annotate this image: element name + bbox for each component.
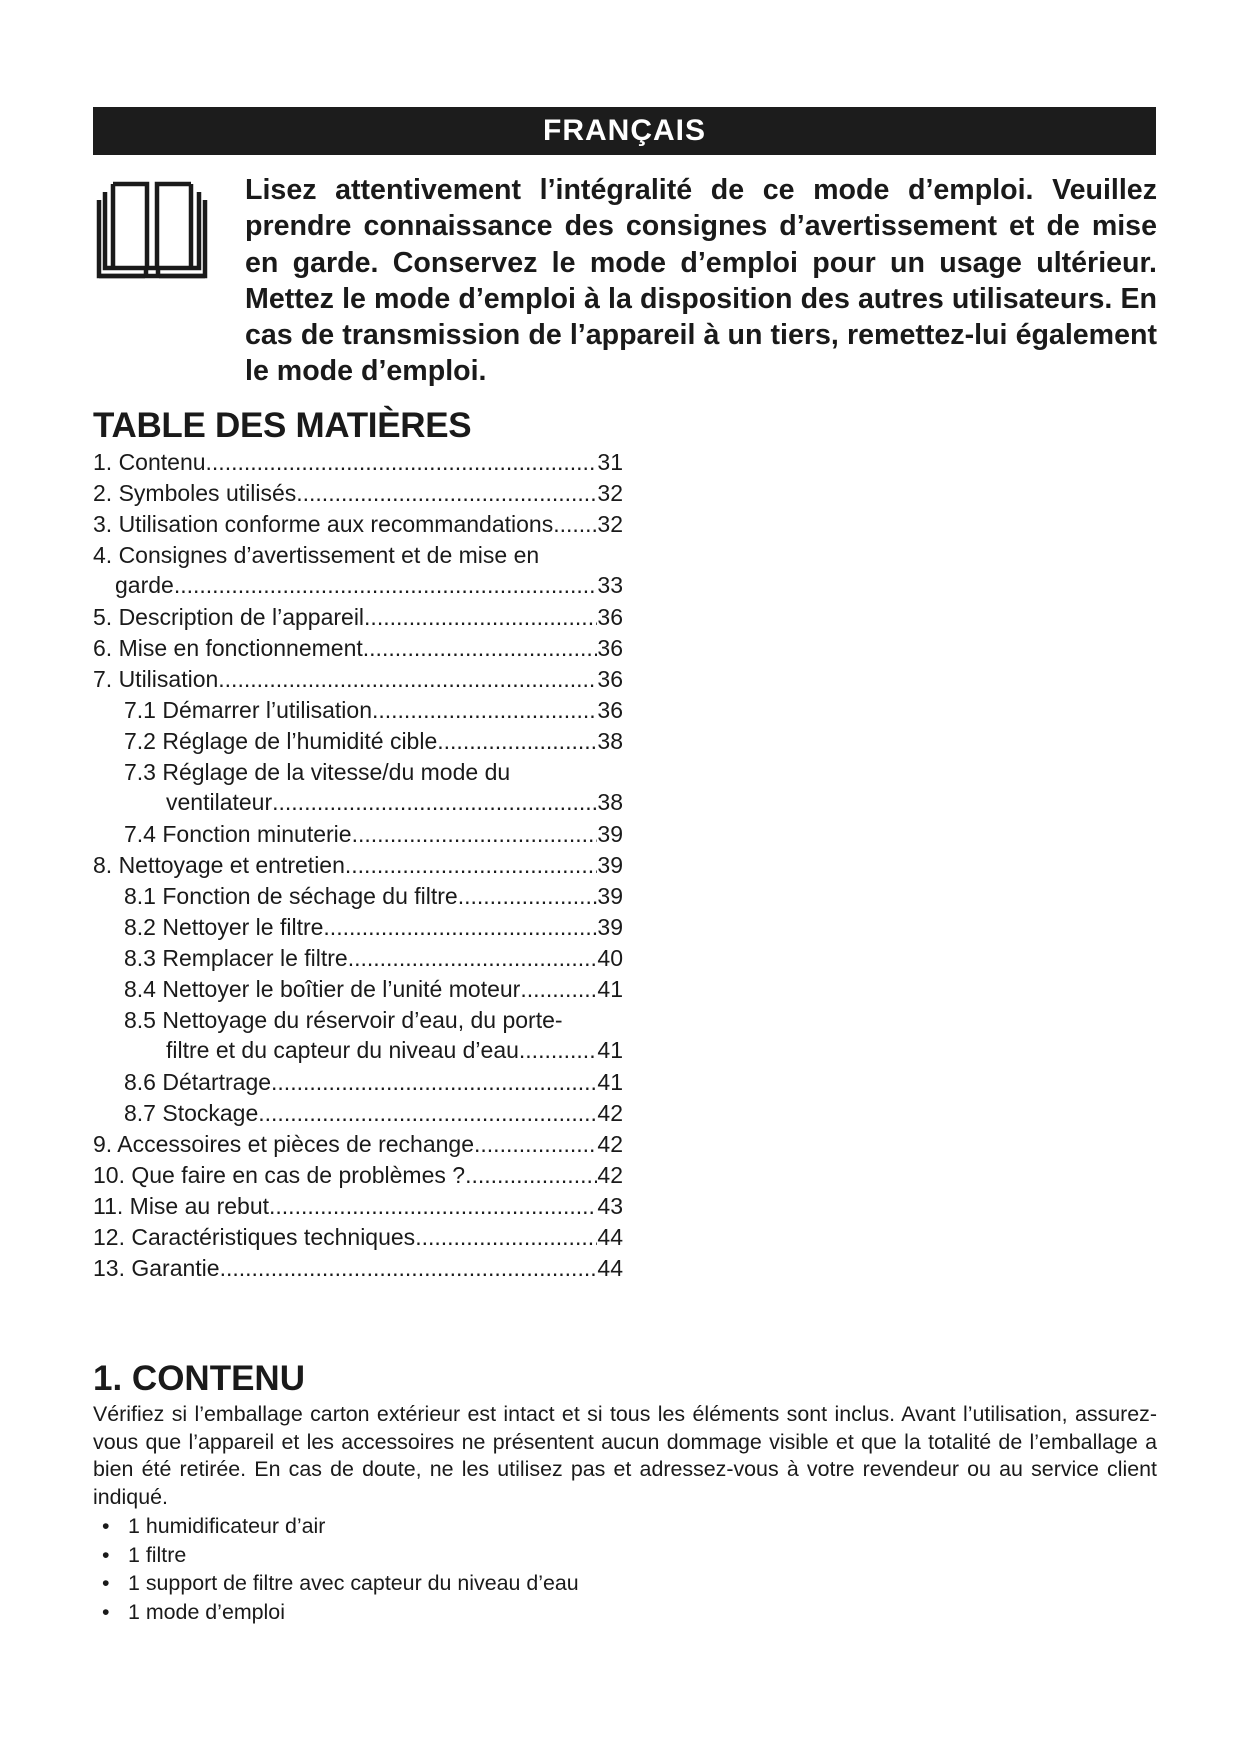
section-1-title: 1. CONTENU [93,1359,305,1398]
list-item: • 1 humidificateur d’air [102,1512,579,1541]
toc-entry[interactable]: 8.4 Nettoyer le boîtier de l’unité moteur ..... 41 [93,975,623,1003]
toc-entry[interactable]: 8.6 Détartrage ..... 41 [93,1068,623,1096]
toc-entry[interactable]: 7.3 Réglage de la vitesse/du mode du ventilateur ..... 38 [93,758,623,816]
toc-entry[interactable]: 13. Garantie ..... 44 [93,1254,623,1282]
bullet: • [102,1571,110,1595]
bullet: • [102,1542,110,1567]
open-book-icon [92,180,212,282]
list-item: • 1 support de filtre avec capteur du niveau d’eau [102,1569,579,1598]
toc-entry[interactable]: 2. Symboles utilisés ..... 32 [93,479,623,507]
section-1-body: Vérifiez si l’emballage carton extérieur est intact et si tous les éléments sont inclus. Avant l’utilisation, assurez-vous que l’appareil et les accessoires ne présentent aucun dommage visible et que la totalité de l’emballage a bien été retirée. En cas de doute, ne les utilisez pas et adressez-vous à votre revendeur ou au service client indiqué. [93,1402,1157,1509]
toc-entry[interactable]: 8.1 Fonction de séchage du filtre ..... 39 [93,882,623,910]
toc-entry[interactable]: 7. Utilisation ..... 36 [93,665,623,693]
toc-entry[interactable]: 8. Nettoyage et entretien ..... 39 [93,851,623,879]
language-header [93,107,1156,155]
toc-entry[interactable]: 8.7 Stockage ..... 42 [93,1099,623,1127]
toc-entry[interactable]: 10. Que faire en cas de problèmes ? ..... 42 [93,1161,623,1189]
toc-entry[interactable]: 8.2 Nettoyer le filtre ..... 39 [93,913,623,941]
toc-entry[interactable]: 7.4 Fonction minuterie ..... 39 [93,820,623,848]
toc-title: TABLE DES MATIÈRES [93,406,472,445]
toc-entry[interactable]: 8.5 Nettoyage du réservoir d’eau, du porte- filtre et du capteur du niveau d’eau ..... 41 [93,1006,623,1064]
toc-entry[interactable]: 3. Utilisation conforme aux recommandations ..... 32 [93,510,623,538]
toc-entry[interactable]: 7.1 Démarrer l’utilisation ..... 36 [93,696,623,724]
bullet: • [102,1514,110,1538]
list-item: • 1 filtre [102,1541,579,1570]
toc-entry[interactable]: 12. Caractéristiques techniques ..... 44 [93,1223,623,1251]
toc-entry[interactable]: 8.3 Remplacer le filtre ..... 40 [93,944,623,972]
toc-entry[interactable]: 9. Accessoires et pièces de rechange ..... 42 [93,1130,623,1158]
toc-entry[interactable]: 7.2 Réglage de l’humidité cible ..... 38 [93,727,623,755]
toc-entry[interactable]: 4. Consignes d’avertissement et de mise en garde ..... 33 [93,541,623,599]
list-item: • 1 mode d’emploi [102,1598,579,1627]
language-header-text: FRANÇAIS [543,114,706,147]
toc-entry[interactable]: 5. Description de l’appareil ..... 36 [93,603,623,631]
contents-list [102,1512,579,1626]
toc-entry[interactable]: 11. Mise au rebut ..... 43 [93,1192,623,1220]
bullet: • [102,1599,110,1624]
toc-entry[interactable]: 6. Mise en fonctionnement ..... 36 [93,634,623,662]
toc-entry[interactable]: 1. Contenu ..... 31 [93,448,623,476]
intro-text: Lisez attentivement l’intégralité de ce mode d’emploi. Veuillez prendre connaissance des consignes d’avertissement et de mise en garde. Conservez le mode d’emploi pour un usage ultérieur. Mettez le mode d’emploi à la disposition des autres utilisateurs. En cas de transmission de l’appareil à un tiers, remettez-lui également le mode d’emploi. [245,174,1157,388]
